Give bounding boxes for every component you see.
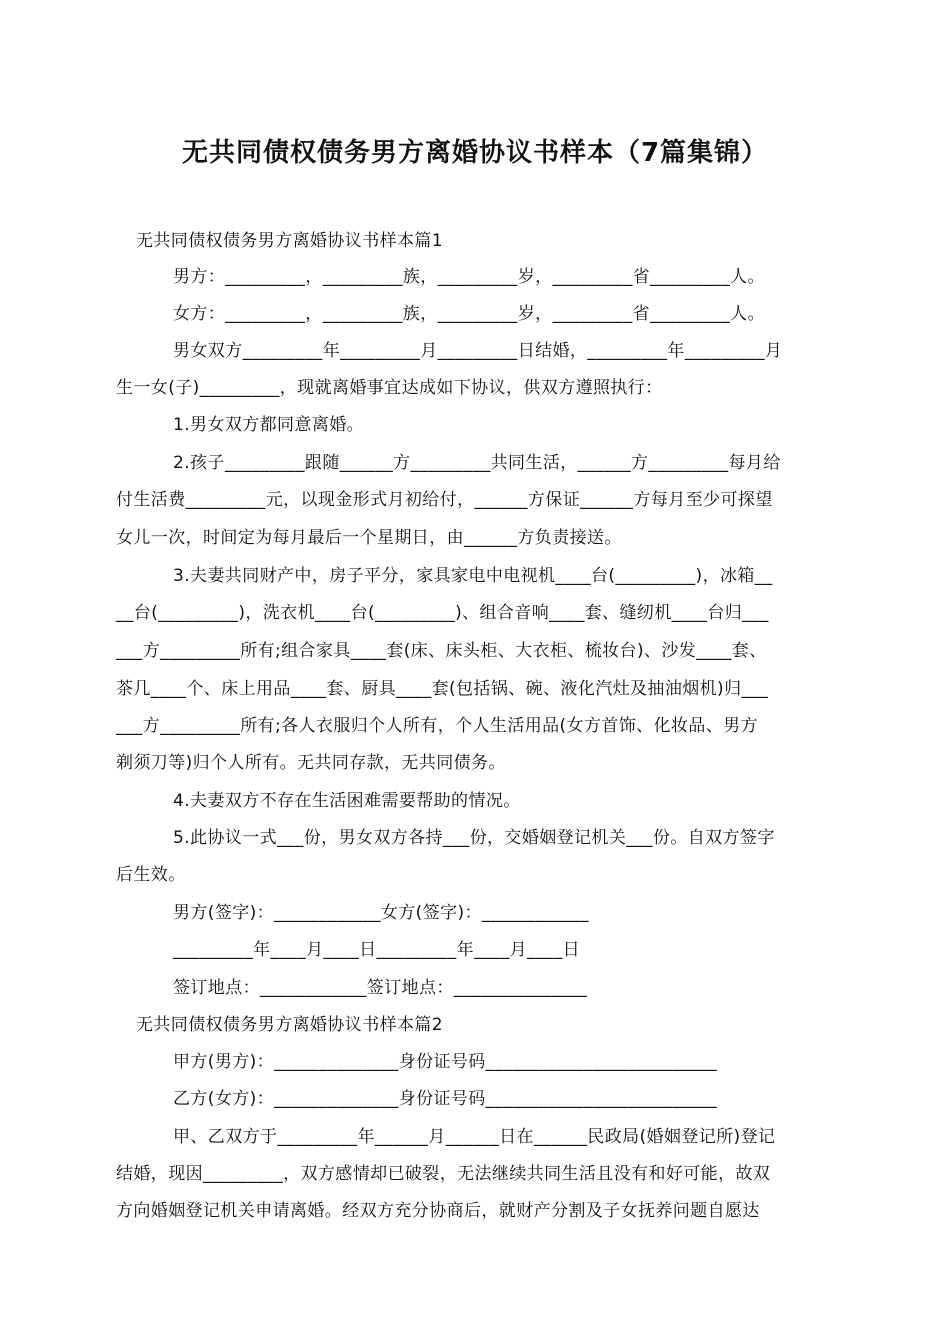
paragraph-line: 甲方(男方)：______________身份证号码__________________________ (173, 1052, 718, 1072)
paragraph-line: 女儿一次，时间定为每月最后一个星期日，由______方负责接送。 (116, 528, 622, 548)
paragraph-line: 方向婚姻登记机关申请离婚。经双方充分协商后，就财产分割及子女抚养问题自愿达 (116, 1201, 760, 1221)
paragraph-line: 茶几____个、床上用品____套、厨具____套(包括锅、碗、液化汽灶及抽油烟机)归___ (116, 679, 769, 699)
paragraph-line: 付生活费_________元，以现金形式月初给付，______方保证______方每月至少可探望 (116, 490, 773, 510)
paragraph-line: 结婚，现因_________，双方感情却已破裂，无法继续共同生活且没有和好可能，故双 (116, 1164, 771, 1184)
document-title: 无共同债权债务男方离婚协议书样本（7篇集锦） (181, 138, 769, 168)
section-heading: 无共同债权债务男方离婚协议书样本篇1 (136, 231, 444, 251)
paragraph-line: 生一女(子)_________，现就离婚事宜达成如下协议，供双方遵照执行： (116, 378, 663, 398)
paragraph-line: 1.男女双方都同意离婚。 (173, 415, 365, 435)
paragraph-line: 4.夫妻双方不存在生活困难需要帮助的情况。 (173, 791, 521, 811)
paragraph-line: 男女双方_________年_________月_________日结婚，_________年_________月 (173, 341, 783, 361)
paragraph-line: 乙方(女方)：______________身份证号码__________________________ (173, 1089, 718, 1109)
paragraph-line: 女方：_________，_________族，_________岁，_________省_________人。 (173, 304, 765, 324)
paragraph-line: _________年____月____日_________年____月____日 (173, 940, 580, 960)
paragraph-line: 后生效。 (116, 865, 186, 885)
paragraph-line: 甲、乙双方于_________年______月______日在______民政局(婚姻登记所)登记 (173, 1127, 776, 1147)
paragraph-line: 剃须刀等)归个人所有。无共同存款，无共同债务。 (116, 753, 506, 773)
section-heading: 无共同债权债务男方离婚协议书样本篇2 (136, 1015, 444, 1035)
paragraph-line: 5.此协议一式___份，男女双方各持___份，交婚姻登记机关___份。自双方签字 (173, 828, 775, 848)
paragraph-line: ___方_________所有;各人衣服归个人所有，个人生活用品(女方首饰、化妆品、男方 (116, 716, 758, 736)
paragraph-line: 3.夫妻共同财产中，房子平分，家具家电中电视机____台(_________)，冰箱__ (173, 566, 773, 586)
paragraph-line: 男方：_________，_________族，_________岁，_________省_________人。 (173, 267, 765, 287)
paragraph-line: ___方_________所有;组合家具____套(床、床头柜、大衣柜、梳妆台)、沙发____套、 (116, 641, 767, 661)
paragraph-line: 2.孩子_________跟随______方_________共同生活，______方_________每月给 (173, 453, 781, 473)
paragraph-line: 签订地点：____________签订地点：_______________ (173, 978, 588, 998)
paragraph-line: __台(_________)，洗衣机____台(_________)、组合音响____套、缝纫机____台归___ (116, 603, 769, 623)
paragraph-line: 男方(签字)：____________女方(签字)：____________ (173, 903, 589, 923)
